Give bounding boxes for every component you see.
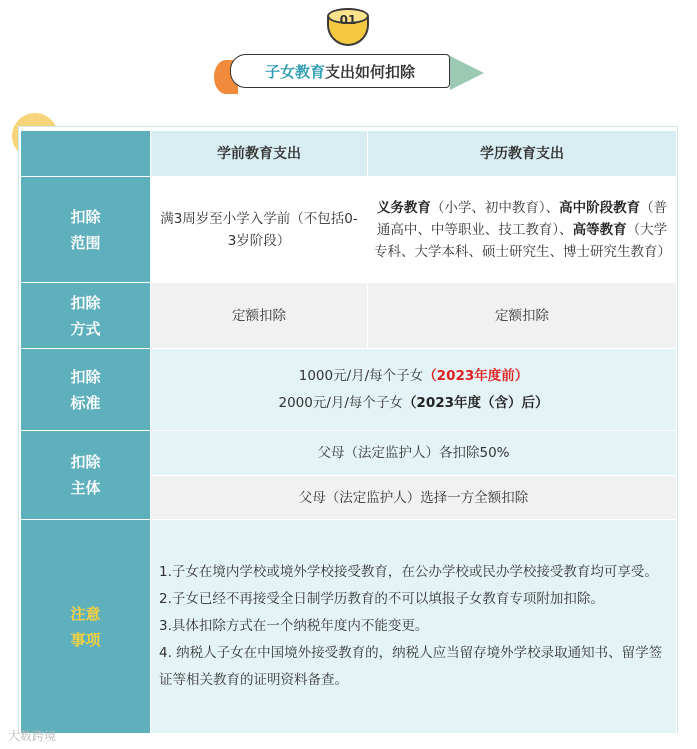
notes-list: [151, 520, 677, 734]
table-row-method: [21, 283, 677, 349]
note-item: 1.子女在境内学校或境外学校接受教育，在公办学校或民办学校接受教育均可享受。: [159, 564, 658, 580]
table-row-scope: [21, 177, 677, 283]
method-preschool: 定额扣除: [151, 283, 368, 349]
note-item: 2.子女已经不再接受全日制学历教育的不可以填报子女教育专项附加扣除。: [159, 591, 604, 607]
col-header-academic: 学历教育支出: [368, 131, 677, 177]
corner-cell: [21, 131, 151, 177]
note-item: 3.具体扣除方式在一个纳税年度内不能变更。: [159, 618, 429, 634]
table-row-subject-1: [21, 431, 677, 476]
arrow-decoration: [450, 56, 484, 90]
row-label-standard: 扣除 标准: [21, 349, 151, 431]
title-rest: 支出如何扣除: [325, 62, 416, 81]
standard-note-before-2023: （2023年度前）: [423, 367, 529, 384]
standard-note-after-2023: （2023年度（含）后）: [402, 394, 549, 411]
note-item: 4. 纳税人子女在中国境外接受教育的，纳税人应当留存境外学校录取通知书、留学签证等相关教育的证明资料备查。: [159, 645, 663, 688]
section-number: 01: [339, 13, 357, 27]
table-header-row: [21, 131, 677, 177]
subject-option-full: 父母（法定监护人）选择一方全额扣除: [151, 476, 677, 520]
scope-preschool: 满3周岁至小学入学前（不包括0-3岁阶段）: [151, 177, 368, 283]
title-highlight: 子女教育: [264, 62, 325, 81]
method-academic: 定额扣除: [368, 283, 677, 349]
col-header-preschool: 学前教育支出: [151, 131, 368, 177]
row-label-method: 扣除 方式: [21, 283, 151, 349]
row-label-notes: 注意 事项: [21, 520, 151, 734]
watermark: 大数跨境: [8, 729, 57, 743]
scope-academic: 义务教育（小学、初中教育）、高中阶段教育（普通高中、中等职业、技工教育）、高等教育（大学专科、大学本科、硕士研究生、博士研究生教育）: [368, 177, 677, 283]
title-banner: [230, 54, 450, 88]
standard-value: 1000元/月/每个子女（2023年度前） 2000元/月/每个子女（2023年度（含）后）: [151, 349, 677, 431]
row-label-subject: 扣除 主体: [21, 431, 151, 520]
table-row-notes: [21, 520, 677, 734]
bowl-badge: [327, 8, 369, 46]
deduction-table: [20, 130, 677, 734]
table-row-standard: [21, 349, 677, 431]
subject-option-split: 父母（法定监护人）各扣除50%: [151, 431, 677, 476]
row-label-scope: 扣除 范围: [21, 177, 151, 283]
section-title: [212, 50, 484, 96]
